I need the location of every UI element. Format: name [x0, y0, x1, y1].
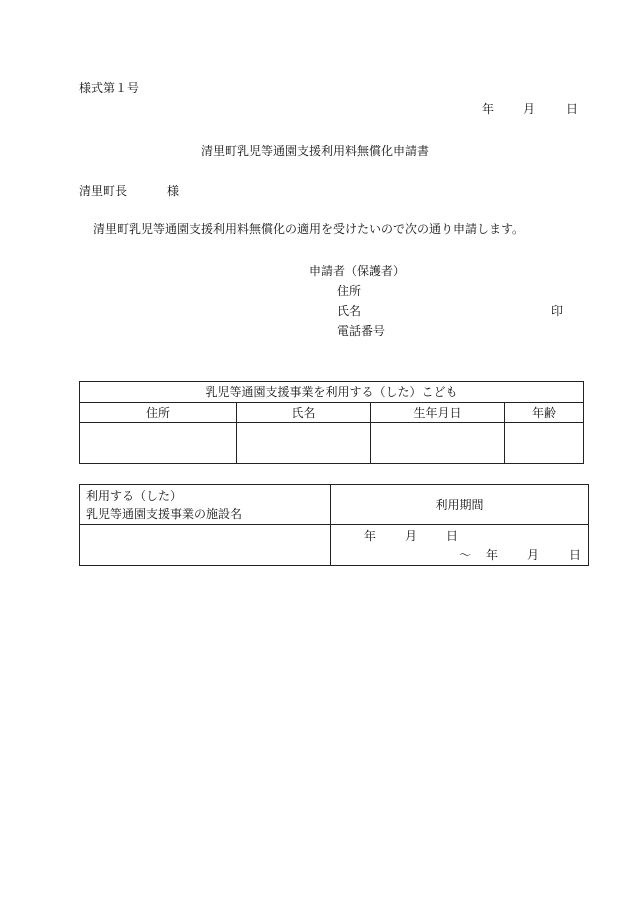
period-from-day: 日	[446, 529, 459, 543]
child-age-cell[interactable]	[505, 423, 584, 464]
child-name-cell[interactable]	[237, 423, 371, 464]
date-year: 年	[482, 102, 495, 116]
child-address-cell[interactable]	[80, 423, 237, 464]
facility-label-line2: 乳児等通園支援事業の施設名	[86, 506, 243, 521]
facility-label-line1: 利用する（した）	[86, 488, 183, 503]
date-day: 日	[566, 102, 579, 116]
child-birthdate-cell[interactable]	[371, 423, 505, 464]
period-label: 利用期間	[331, 485, 589, 525]
child-table	[79, 381, 584, 464]
period-to-day: 日	[569, 548, 582, 562]
addressee-honorific: 様	[167, 184, 180, 198]
form-number: 様式第１号	[79, 81, 140, 95]
facility-label-cell	[80, 485, 331, 525]
child-header-address: 住所	[80, 403, 237, 423]
date-month: 月	[523, 102, 536, 116]
child-header-age: 年齢	[505, 403, 584, 423]
facility-name-cell[interactable]	[80, 525, 331, 566]
child-table-caption: 乳児等通園支援事業を利用する（した）こども	[80, 382, 584, 403]
document-title: 清里町乳児等通園支援利用料無償化申請書	[201, 144, 430, 158]
application-statement: 清里町乳児等通園支援利用料無償化の適用を受けたいので次の通り申請します。	[93, 222, 525, 236]
applicant-name-label: 氏名	[337, 304, 362, 318]
period-from-year: 年	[364, 529, 377, 543]
child-header-birthdate: 生年月日	[371, 403, 505, 423]
period-from-month: 月	[405, 529, 418, 543]
submission-date	[482, 102, 578, 116]
facility-table	[79, 484, 589, 566]
period-cell[interactable]	[331, 525, 589, 566]
addressee	[79, 184, 179, 198]
child-header-name: 氏名	[237, 403, 371, 423]
applicant-heading: 申請者（保護者）	[309, 264, 406, 278]
period-to-year: 年	[486, 548, 499, 562]
period-to	[459, 548, 581, 562]
addressee-name: 清里町長	[79, 184, 128, 198]
period-to-month: 月	[527, 548, 540, 562]
period-to-tilde: ～	[459, 548, 472, 562]
applicant-phone-label: 電話番号	[337, 324, 386, 338]
applicant-address-label: 住所	[337, 284, 362, 298]
seal-mark: 印	[551, 304, 564, 318]
period-from	[364, 529, 458, 543]
